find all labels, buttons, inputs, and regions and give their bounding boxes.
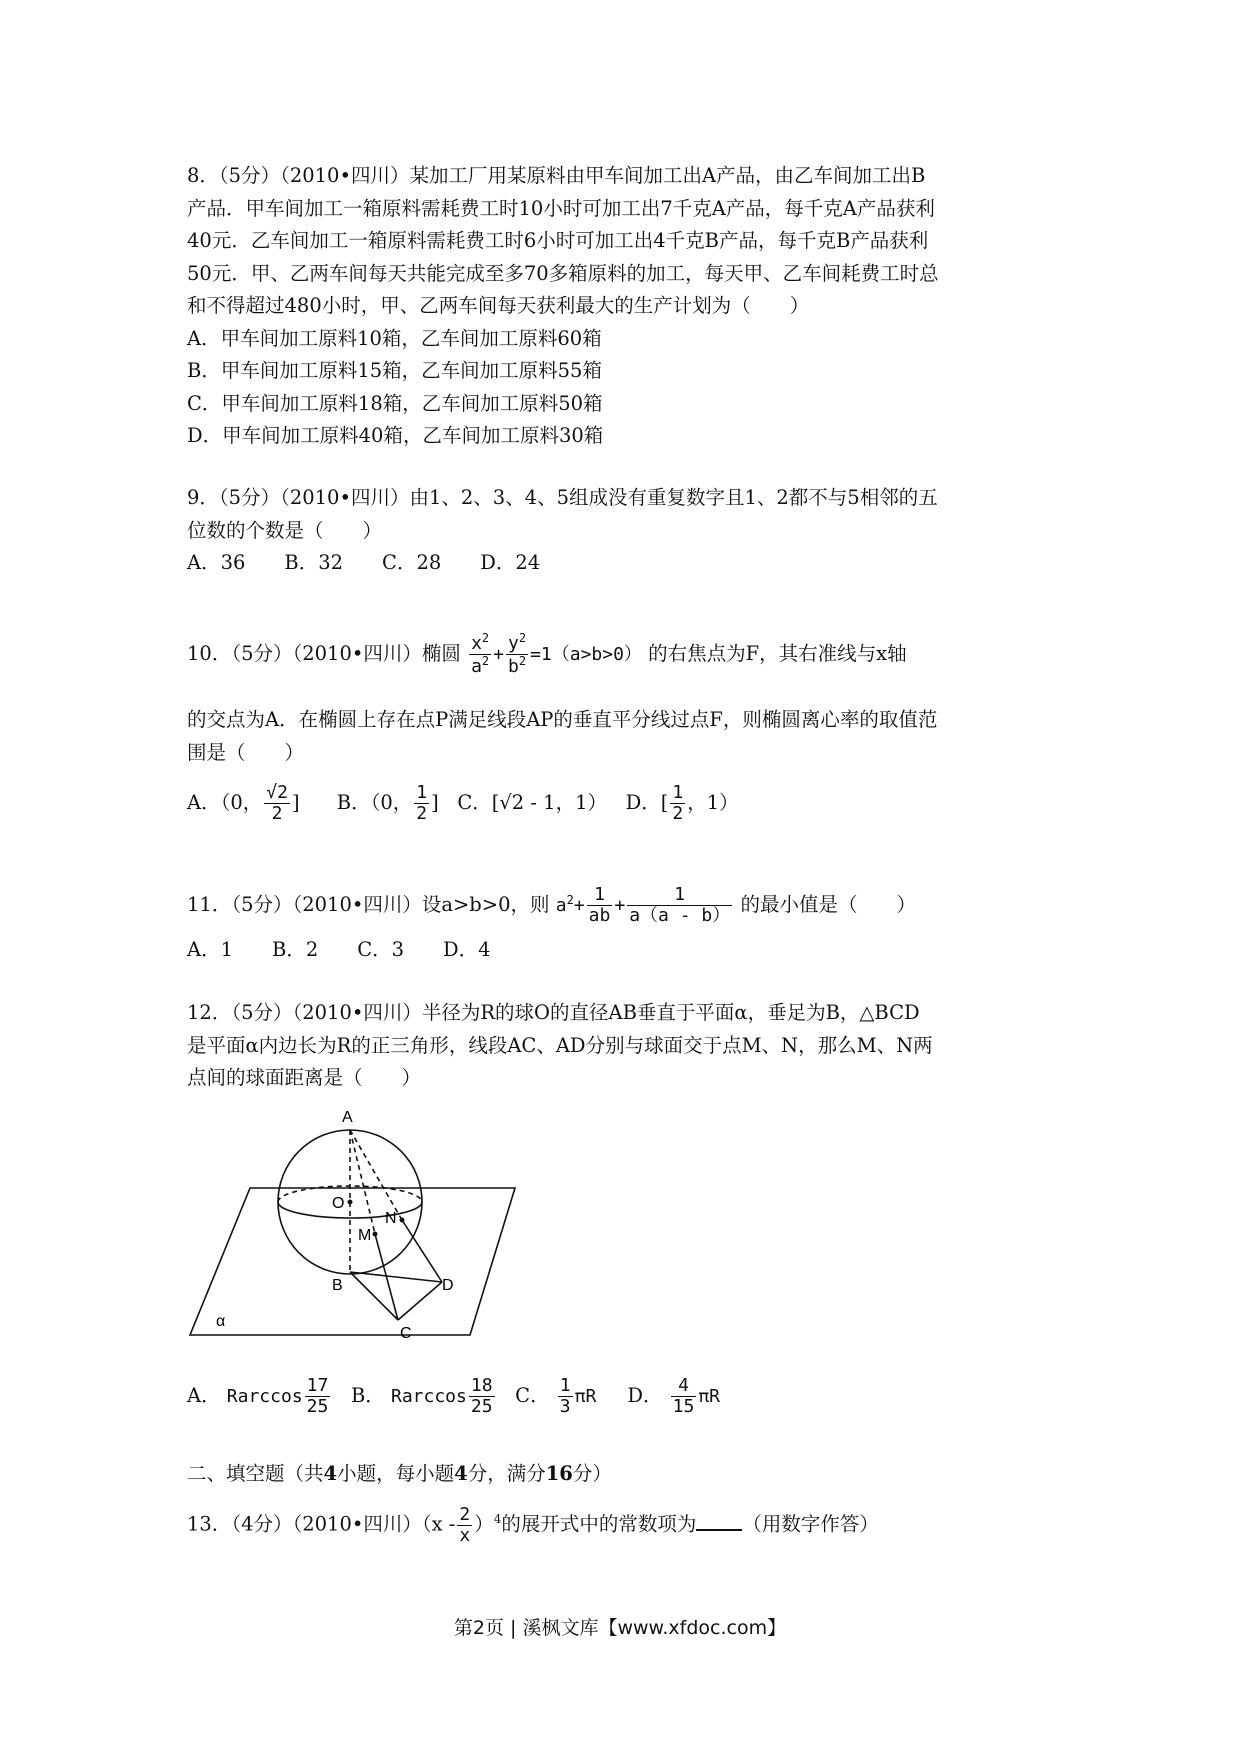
question-10 [187, 624, 1067, 685]
q12-option-c-tail: πR [574, 1386, 597, 1407]
q10-option-d: D．[ [625, 791, 669, 814]
q10-option-c: C．[√2 - 1，1） [457, 791, 607, 814]
q12-options [187, 1368, 1067, 1425]
line-CD [398, 1282, 442, 1320]
q12-option-c-frac: $\frac{1}{3}$ [559, 1375, 571, 1417]
q10-suffix: 的右焦点为F，其右准线与x轴 [648, 642, 907, 665]
q13-suffix: 的展开式中的常数项为 [501, 1512, 697, 1536]
question-12 [187, 997, 1067, 1095]
q8-line: 50元．甲、乙两车间每天共能完成至多70多箱原料的加工，每天甲、乙车间耗费工时总 [187, 261, 939, 285]
q10-option-b: B．（0， [336, 791, 413, 814]
q12-line: 12．（5分）（2010•四川）半径为R的球O的直径AB垂直于平面α，垂足为B，△BCD [187, 1001, 920, 1024]
question-8 [187, 160, 1067, 453]
ellipse-x-term: $\frac{x^2}{a^2}$ [471, 631, 490, 677]
label-D: D [442, 1277, 454, 1294]
q12-option-a-expr: Rarccos [226, 1386, 303, 1407]
q8-line: 产品．甲车间加工一箱原料需耗费工时10小时可加工出7千克A产品，每千克A产品获利 [187, 196, 935, 220]
point-O [348, 1200, 353, 1205]
q10-line: 围是（ ） [187, 740, 305, 764]
page-footer: 第2页 | 溪枫文库【www.xfdoc.com】 [453, 1617, 787, 1639]
q12-option-a-frac: $\frac{17}{25}$ [306, 1375, 329, 1417]
label-C: C [400, 1325, 412, 1342]
q12-option-a: A． [187, 1384, 221, 1407]
q11-stem-line: 11．（5分）（2010•四川）设a>b>0，则 $a^2+$ $\frac{1}{ab}$ + $\frac{1}{a(a - b)}$ 的最小值是（ ） [187, 884, 916, 926]
q8-option-d: D．甲车间加工原料40箱，乙车间加工原料30箱 [187, 424, 604, 447]
q11-term-a: $a^2$ [555, 893, 574, 916]
q8-option-c: C．甲车间加工原料18箱，乙车间加工原料50箱 [187, 391, 603, 415]
q9-line: 位数的个数是（ ） [187, 518, 383, 542]
ellipse-y-term: $\frac{y^2}{b^2}$ [507, 631, 527, 677]
q8-line: 和不得超过480小时，甲、乙两车间每天获利最大的生产计划为（ ） [187, 294, 810, 317]
q13-prefix: 13．（4分）（2010•四川）（x - [187, 1512, 456, 1536]
q11-options: A．1 B．2 C．3 D．4 [187, 938, 491, 961]
section-2-header [187, 1458, 1067, 1491]
ellipse-condition: =1（a>b>0） [530, 644, 642, 665]
q10-prefix: 10．（5分）（2010•四川）椭圆 [187, 642, 461, 665]
question-9 [187, 482, 1067, 580]
q12-option-d: D． [627, 1384, 663, 1407]
q12-option-b: B． [350, 1384, 385, 1407]
q10-stem-line: 10．（5分）（2010•四川）椭圆 $\frac{x^2}{a^2}$ + $\frac{y^2}{b^2}$ =1（a>b>0） 的右焦点为F，其右准线与x轴 [187, 631, 907, 677]
q12-line: 是平面α内边长为R的正三角形，线段AC、AD分别与球面交于点M、N，那么M、N两 [187, 1033, 933, 1057]
label-alpha: α [216, 1313, 226, 1330]
point-N [400, 1218, 405, 1223]
q10-option-a-frac: $\frac{√2}{2}$ [266, 782, 288, 824]
q8-line: 8．（5分）（2010•四川）某加工厂用某原料由甲车间加工出A产品，由乙车间加工出B [187, 164, 926, 187]
label-M: M [358, 1227, 372, 1244]
q12-option-d-frac: $\frac{4}{15}$ [672, 1375, 695, 1417]
q13-frac: $\frac{2}{x}$ [459, 1503, 471, 1546]
q11-prefix: 11．（5分）（2010•四川）设a>b>0，则 [187, 893, 550, 916]
q10-options [187, 776, 1067, 830]
label-A: A [342, 1109, 353, 1126]
section-2-line: 二、填空题（共4小题，每小题4分，满分16分） [187, 1462, 612, 1485]
q10-option-a: A．（0， [187, 791, 263, 814]
q13-tail: （用数字作答） [742, 1512, 879, 1536]
plane-alpha [190, 1188, 515, 1335]
line-ND [402, 1220, 442, 1282]
q9-line: 9．（5分）（2010•四川）由1、2、3、4、5组成没有重复数字且1、2都不与5相邻的五 [187, 486, 938, 509]
q10-option-b-frac: $\frac{1}{2}$ [416, 782, 428, 824]
q9-options: A．36 B．32 C．28 D．24 [187, 551, 541, 574]
q8-option-a: A．甲车间加工原料10箱，乙车间加工原料60箱 [187, 326, 602, 350]
q10-option-d-frac: $\frac{1}{2}$ [672, 782, 684, 824]
q11-frac-2: $\frac{1}{a(a - b)}$ [629, 884, 731, 926]
q11-suffix: 的最小值是（ ） [740, 893, 916, 916]
q12-option-d-tail: πR [698, 1386, 721, 1407]
q10-option-b-close: ] [431, 791, 439, 814]
q12-option-b-frac: $\frac{18}{25}$ [470, 1375, 493, 1417]
q13-line: 13．（4分）（2010•四川）（x - $\frac{2}{x}$ ）$^4$的展开式中的常数项为 （用数字作答） [187, 1503, 879, 1546]
point-M [373, 1232, 378, 1237]
q12-line: 点间的球面距离是（ ） [187, 1066, 422, 1089]
question-13 [187, 1492, 1067, 1552]
q12-option-b-expr: Rarccos [391, 1386, 467, 1407]
sphere-plane-figure [180, 1090, 540, 1350]
q10-line: 的交点为A．在椭圆上存在点P满足线段AP的垂直平分线过点F，则椭圆离心率的取值范 [187, 708, 938, 731]
q8-line: 40元．乙车间加工一箱原料需耗费工时6小时可加工出4千克B产品，每千克B产品获利 [187, 229, 929, 252]
line-AN [350, 1130, 402, 1220]
label-B: B [332, 1277, 343, 1294]
q10-option-a-close: ] [291, 791, 300, 814]
q13-exponent: 4 [493, 1512, 502, 1526]
answer-blank [696, 1511, 742, 1531]
line-BD [350, 1272, 442, 1282]
q12-option-c: C． [515, 1384, 550, 1407]
q8-option-b: B．甲车间加工原料15箱，乙车间加工原料55箱 [187, 359, 602, 382]
question-10-cont [187, 704, 1067, 769]
question-11 [187, 872, 1067, 966]
label-O: O [332, 1195, 345, 1212]
q10-option-d-close: ，1） [687, 791, 739, 814]
label-N: N [385, 1210, 397, 1227]
q11-frac-1: $\frac{1}{ab}$ [588, 884, 611, 926]
